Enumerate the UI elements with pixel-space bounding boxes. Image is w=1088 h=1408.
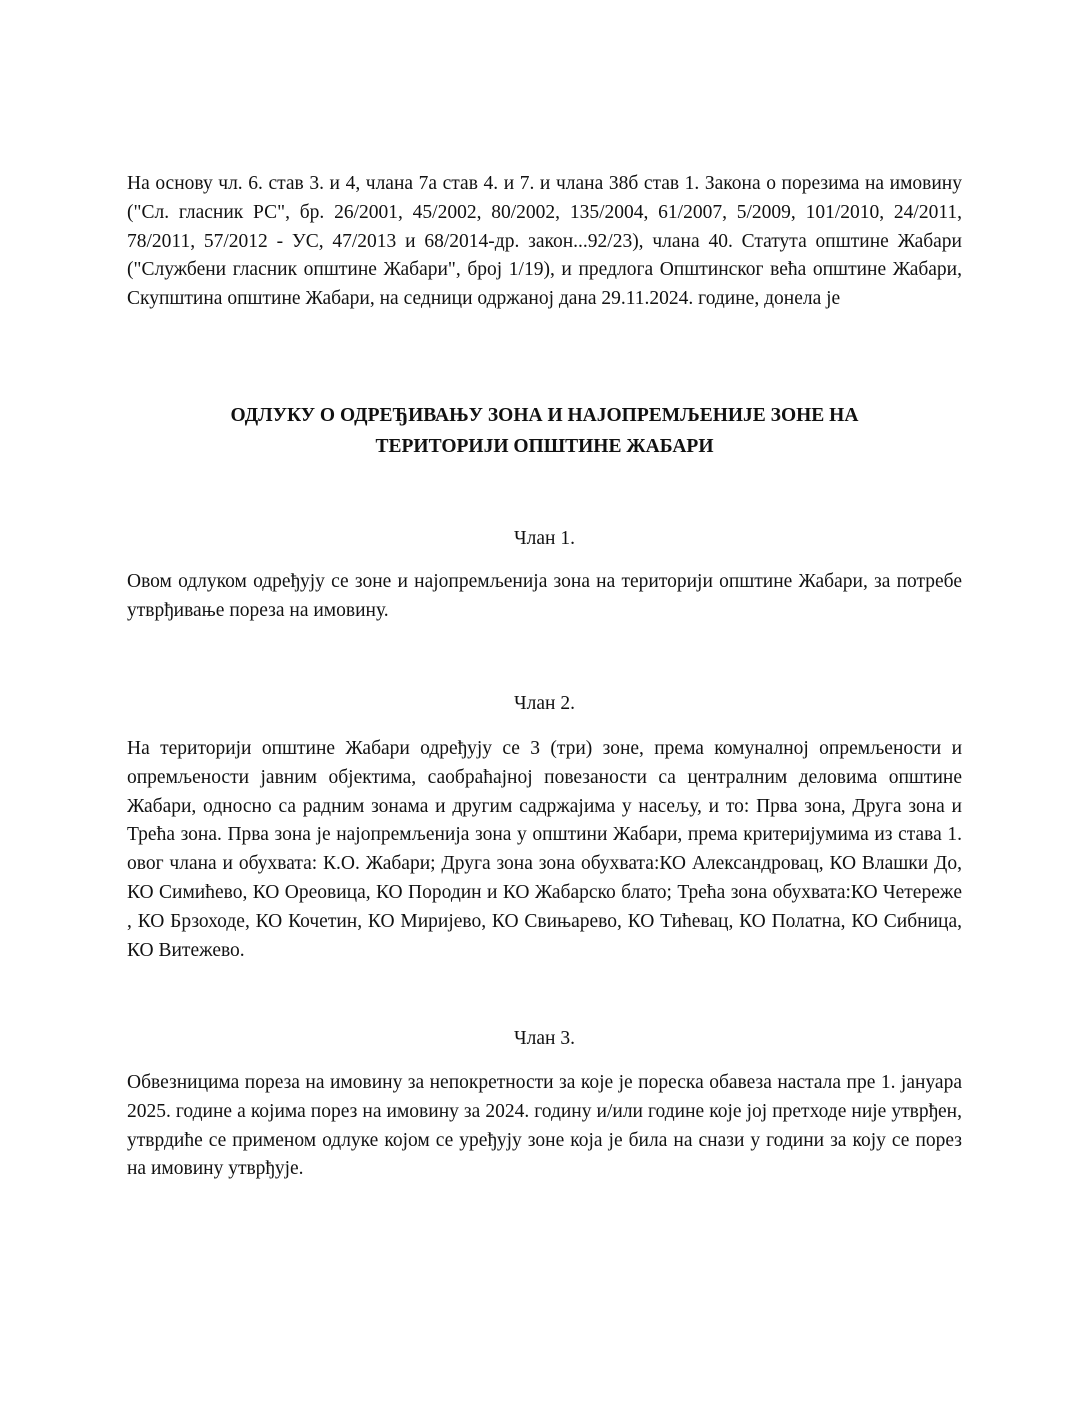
article-2-heading: Члан 2. — [514, 693, 575, 714]
decision-title-line-1: ОДЛУКУ О ОДРЕЂИВАЊУ ЗОНА И НАЈОПРЕМЉЕНИЈЕ ЗОНЕ НА — [230, 405, 859, 426]
article-1-text: Овом одлуком одређују се зоне и најопремљенија зона на територији општине Жабари, за потребе утврђивање пореза на имовину. — [127, 571, 962, 621]
article-1-heading: Члан 1. — [514, 528, 575, 549]
decision-title — [127, 400, 962, 462]
article-3-text: Обвезницима пореза на имовину за непокретности за које је пореска обавеза настала пре 1. јануара 2025. године а којима порез на имовину за 2024. годину и/или године које јој претходе није утврђен, утврдиће се применом одлуке којом се уређују зоне која је била на снази у години за коју се порез на имовину утврђује. — [127, 1072, 962, 1180]
article-2-text: На територији општине Жабари одређују се 3 (три) зоне, према комуналној опремљености и опремљености јавним објектима, саобраћајној повезаности са централним деловима општине Жабари, односно са радним зонама и другим садржајима у насељу, и то: Прва зона, Друга зона и Трећа зона. Прва зона је најопремљенија зона у општини Жабари, према критеријумима из става 1. овог члана и обухвата: К.О. Жабари; Друга зона зона обухвата:КО Александровац, КО Влашки До, КО Симићево, КО Ореовица, КО Породин и КО Жабарско блато; Трећа зона обухвата:КО Четережe , КО Брзоходе, КО Кочетин, КО Миријево, КО Свињарево, КО Тићевац, КО Полатна, КО Сибница, КО Витежево. — [127, 738, 962, 961]
preamble-paragraph: На основу чл. 6. став 3. и 4, члана 7а став 4. и 7. и члана 38б став 1. Закона о порезима на имовину ("Сл. гласник РС", бр. 26/2001, 45/2002, 80/2002, 135/2004, 61/2007, 5/2009, 101/2010, 24/2011, 78/2011, 57/2012 - УС, 47/2013 и 68/2014-др. закон...92/23), члана 40. Статута општине Жабари ("Службени гласник општине Жабари", број 1/19), и предлога Општинског већа општине Жабари, Скупштина општине Жабари, на седници одржаној дана 29.11.2024. године, донела је — [127, 173, 962, 310]
decision-title-line-2: ТЕРИТОРИЈИ ОПШТИНЕ ЖАБАРИ — [375, 436, 714, 457]
article-3-heading: Члан 3. — [514, 1028, 575, 1049]
